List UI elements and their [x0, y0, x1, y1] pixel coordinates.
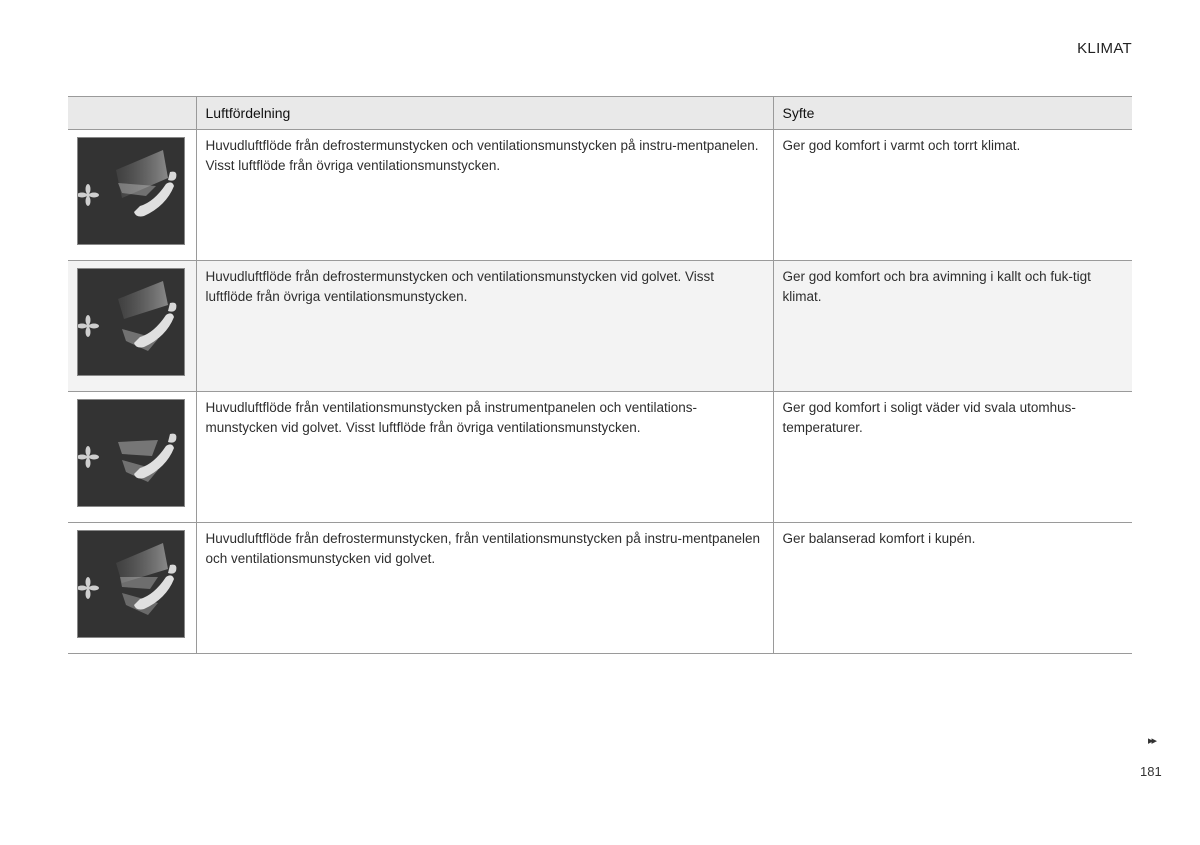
row-description: Huvudluftflöde från defrostermunstycken och ventilationsmunstycken vid golvet. Visst luftflöde från övriga ventilationsmunstycken.: [196, 261, 773, 392]
row-purpose: Ger balanserad komfort i kupén.: [773, 523, 1132, 654]
table-row: [68, 130, 1132, 261]
row-purpose: Ger god komfort i soligt väder vid svala utomhus-temperaturer.: [773, 392, 1132, 523]
airflow-all-icon: [77, 530, 185, 638]
row-purpose: Ger god komfort och bra avimning i kallt och fuk-tigt klimat.: [773, 261, 1132, 392]
row-description: Huvudluftflöde från defrostermunstycken, från ventilationsmunstycken på instru-mentpanelen och ventilationsmunstycken vid golvet.: [196, 523, 773, 654]
header-image-column: [68, 97, 196, 130]
header-distribution: Luftfördelning: [196, 97, 773, 130]
page-number: 181: [1140, 764, 1162, 779]
row-image-cell: [68, 523, 196, 654]
table-header-row: [68, 97, 1132, 130]
table-row: [68, 392, 1132, 523]
header-purpose: Syfte: [773, 97, 1132, 130]
table-row: [68, 261, 1132, 392]
airflow-defrost-floor-icon: [77, 268, 185, 376]
row-description: Huvudluftflöde från ventilationsmunstycken på instrumentpanelen och ventilations-munstycken vid golvet. Visst luftflöde från övriga ventilationsmunstycken.: [196, 392, 773, 523]
row-image-cell: [68, 392, 196, 523]
row-purpose: Ger god komfort i varmt och torrt klimat.: [773, 130, 1132, 261]
row-description: Huvudluftflöde från defrostermunstycken och ventilationsmunstycken på instru-mentpanelen. Visst luftflöde från övriga ventilationsmunstycken.: [196, 130, 773, 261]
next-page-icon: ▸▸: [1148, 735, 1156, 747]
airflow-dashboard-floor-icon: [77, 399, 185, 507]
row-image-cell: [68, 261, 196, 392]
table-row: [68, 523, 1132, 654]
section-title: KLIMAT: [1077, 40, 1132, 57]
airflow-defrost-dashboard-icon: [77, 137, 185, 245]
air-distribution-table: [68, 96, 1132, 654]
row-image-cell: [68, 130, 196, 261]
